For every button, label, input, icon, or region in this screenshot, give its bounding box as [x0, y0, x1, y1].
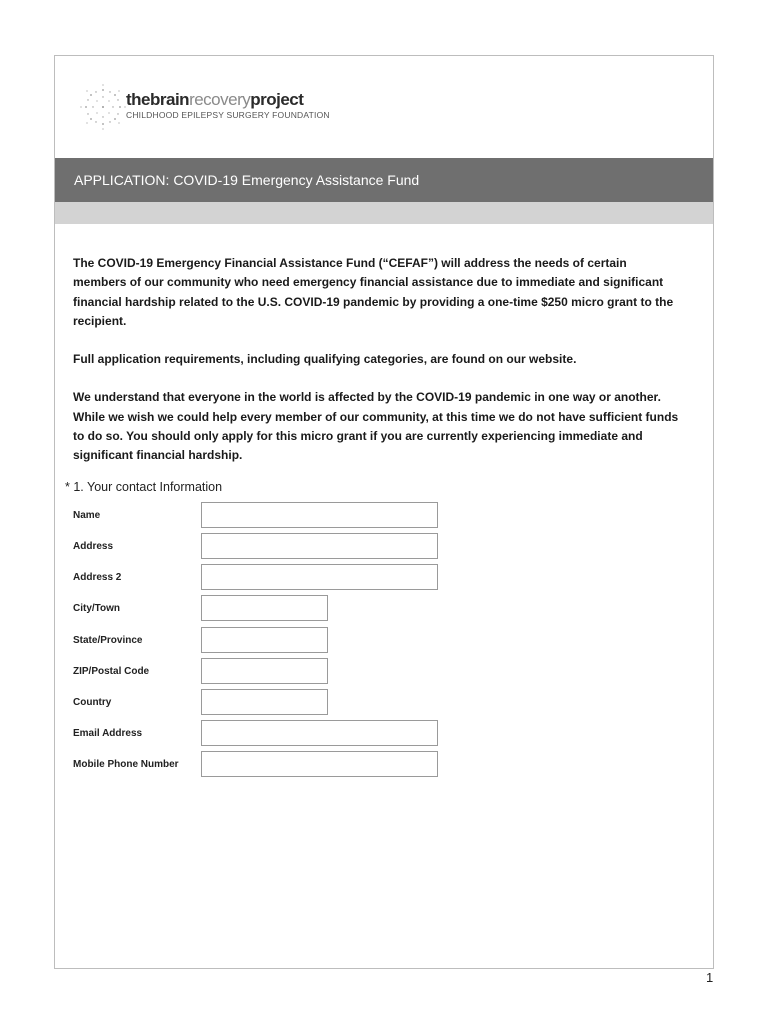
field-label: ZIP/Postal Code	[73, 666, 150, 677]
field-row-address	[73, 533, 453, 559]
field-row-email	[73, 720, 453, 746]
name-input[interactable]	[201, 502, 438, 528]
logo-word-part3: project	[250, 90, 304, 109]
mobile-phone-input[interactable]	[201, 751, 438, 777]
question-label: * 1. Your contact Information	[65, 480, 223, 494]
intro-text	[73, 254, 683, 484]
zip-input[interactable]	[201, 658, 328, 684]
field-label: Name	[73, 510, 101, 521]
field-label: Mobile Phone Number	[73, 759, 179, 770]
field-row-state	[73, 627, 453, 653]
city-input[interactable]	[201, 595, 328, 621]
page-title-bar	[55, 158, 713, 202]
state-input[interactable]	[201, 627, 328, 653]
logo-word-part2: recovery	[189, 90, 251, 109]
field-row-address-2	[73, 564, 453, 590]
field-label: Address	[73, 541, 114, 552]
intro-paragraph: Full application requirements, including qualifying categories, are found on our website.	[73, 352, 577, 367]
field-row-zip	[73, 658, 453, 684]
field-label: City/Town	[73, 603, 121, 614]
logo-wordmark	[126, 90, 303, 110]
field-label: Email Address	[73, 728, 143, 739]
page-number: 1	[706, 970, 714, 985]
brain-burst-icon	[78, 82, 128, 132]
address-input[interactable]	[201, 533, 438, 559]
field-row-name	[73, 502, 453, 528]
brand-logo	[78, 82, 338, 132]
country-input[interactable]	[201, 689, 328, 715]
field-label: Country	[73, 697, 112, 708]
logo-tagline: CHILDHOOD EPILEPSY SURGERY FOUNDATION	[126, 110, 330, 120]
intro-paragraph: We understand that everyone in the world is affected by the COVID-19 pandemic in one way or another. While we wish we could help every member of our community, at this time we do not have sufficient funds to do so. You should only apply for this micro grant if you are currently experiencing immediate and significant financial hardship.	[73, 390, 679, 463]
intro-paragraph: The COVID-19 Emergency Financial Assistance Fund (“CEFAF”) will address the needs of certain members of our community who need emergency financial assistance due to immediate and significant financial hardship related to the U.S. COVID-19 pandemic by providing a one-time $250 micro grant to the recipient.	[73, 256, 674, 329]
field-row-mobile-phone	[73, 751, 453, 777]
field-label: State/Province	[73, 635, 143, 646]
field-label: Address 2	[73, 572, 122, 583]
logo-word-part1: thebrain	[126, 90, 190, 109]
page-title: APPLICATION: COVID-19 Emergency Assistance Fund	[74, 172, 420, 188]
title-sub-bar	[55, 202, 713, 224]
email-input[interactable]	[201, 720, 438, 746]
field-row-country	[73, 689, 453, 715]
address-2-input[interactable]	[201, 564, 438, 590]
field-row-city	[73, 595, 453, 621]
